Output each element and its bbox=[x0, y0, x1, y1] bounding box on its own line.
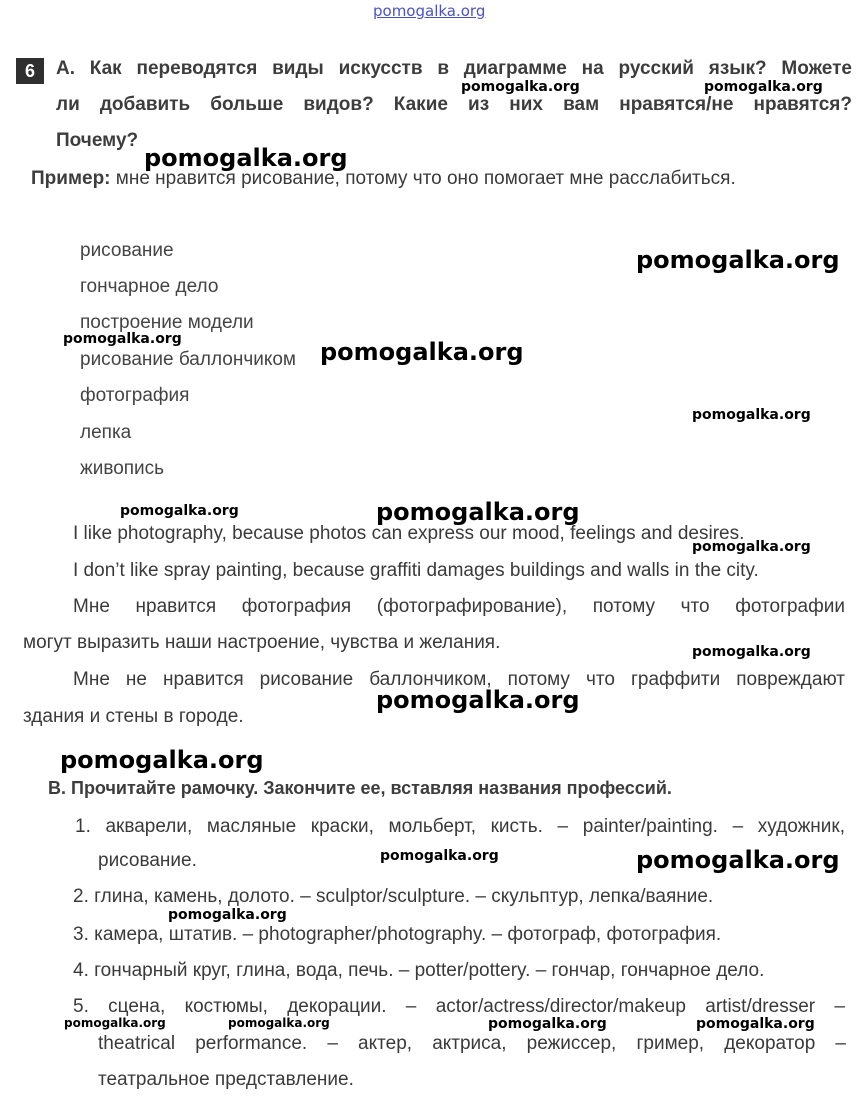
watermark: pomogalka.org bbox=[380, 848, 499, 864]
watermark: pomogalka.org bbox=[692, 644, 811, 660]
watermark: pomogalka.org bbox=[168, 907, 287, 923]
answer-ru-like-line2: могут выразить наши настроение, чувства и желания. bbox=[23, 632, 501, 653]
watermark: pomogalka.org bbox=[692, 407, 811, 423]
watermark: pomogalka.org bbox=[320, 338, 524, 366]
arts-list-item: рисование bbox=[80, 240, 174, 261]
part-a-question-line1: A. Как переводятся виды искусств в диаграмме на русский язык? Можете bbox=[56, 58, 852, 79]
part-a-question-line2: ли добавить больше видов? Какие из них вам нравятся/не нравятся? bbox=[56, 94, 852, 115]
arts-list-item: лепка bbox=[80, 422, 132, 443]
watermark: pomogalka.org bbox=[60, 746, 264, 774]
watermark: pomogalka.org bbox=[696, 1016, 815, 1032]
part-b-item-5-line1: 5. сцена, костюмы, декорации. – actor/actress/director/makeup artist/dresser – bbox=[73, 996, 845, 1017]
top-watermark: pomogalka.org bbox=[373, 2, 486, 20]
watermark: pomogalka.org bbox=[64, 1016, 166, 1030]
example-label: Пример: bbox=[31, 168, 111, 189]
answer-ru-like-line1: Мне нравится фотография (фотографирование), потому что фотографии bbox=[73, 596, 845, 617]
part-b-item-3: 3. камера, штатив. – photographer/photography. – фотограф, фотография. bbox=[73, 924, 722, 945]
arts-list-item: рисование баллончиком bbox=[80, 349, 296, 370]
arts-list-item: построение модели bbox=[80, 312, 254, 333]
answer-ru-dislike-line2: здания и стены в городе. bbox=[23, 706, 244, 727]
watermark: pomogalka.org bbox=[692, 539, 811, 555]
part-b-item-2: 2. глина, камень, долото. – sculptor/sculpture. – скульптур, лепка/ваяние. bbox=[73, 886, 714, 907]
example-text: мне нравится рисование, потому что оно помогает мне расслабиться. bbox=[115, 168, 736, 189]
part-b-item-1-line1: 1. акварели, масляные краски, мольберт, кисть. – painter/painting. – художник, bbox=[75, 816, 845, 837]
answer-en-like: I like photography, because photos can express our mood, feelings and desires. bbox=[73, 523, 745, 544]
watermark: pomogalka.org bbox=[488, 1016, 607, 1032]
watermark: pomogalka.org bbox=[376, 686, 580, 714]
part-b-item-1-line2: рисование. bbox=[98, 850, 197, 871]
part-b-item-5-line3: театральное представление. bbox=[98, 1069, 354, 1090]
example-line bbox=[31, 168, 736, 190]
part-a-question-line3: Почему? bbox=[56, 130, 139, 151]
arts-list-item: гончарное дело bbox=[80, 276, 219, 297]
arts-list-item: живопись bbox=[80, 458, 165, 479]
watermark: pomogalka.org bbox=[376, 498, 580, 526]
watermark: pomogalka.org bbox=[144, 144, 348, 172]
watermark: pomogalka.org bbox=[636, 246, 840, 274]
answer-en-dislike: I don’t like spray painting, because graffiti damages buildings and walls in the city. bbox=[73, 560, 759, 581]
watermark: pomogalka.org bbox=[120, 503, 239, 519]
arts-list-item: фотография bbox=[80, 385, 190, 406]
watermark: pomogalka.org bbox=[63, 331, 182, 347]
part-b-item-4: 4. гончарный круг, глина, вода, печь. – potter/pottery. – гончар, гончарное дело. bbox=[73, 960, 765, 981]
watermark: pomogalka.org bbox=[636, 846, 840, 874]
watermark: pomogalka.org bbox=[228, 1016, 330, 1030]
answer-ru-dislike-line1: Мне не нравится рисование баллончиком, потому что граффити повреждают bbox=[73, 669, 845, 690]
part-b-title: B. Прочитайте рамочку. Закончите ее, вставляя названия профессий. bbox=[48, 778, 672, 798]
part-b-item-5-line2: theatrical performance. – актер, актриса, режиссер, гример, декоратор – bbox=[98, 1033, 846, 1054]
exercise-number-badge: 6 bbox=[16, 58, 44, 84]
watermark: pomogalka.org bbox=[704, 79, 823, 95]
watermark: pomogalka.org bbox=[461, 79, 580, 95]
